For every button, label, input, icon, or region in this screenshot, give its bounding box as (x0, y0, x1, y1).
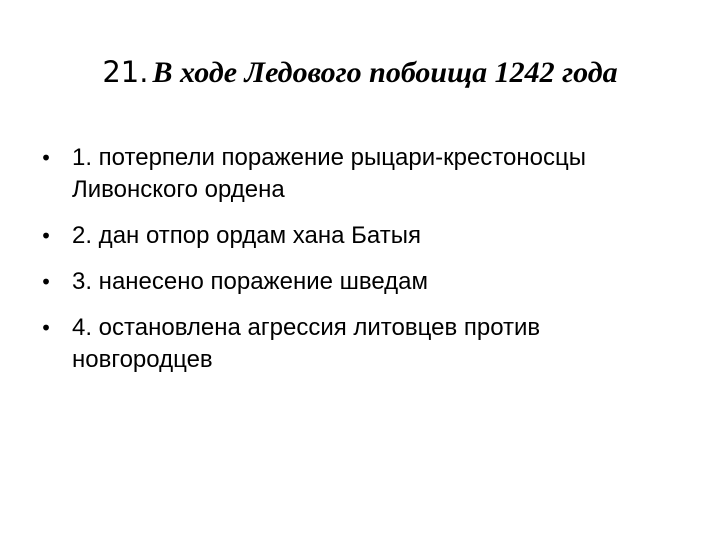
question-text: В ходе Ледового побоища 1242 года (152, 56, 618, 89)
answer-option-2 (36, 220, 686, 252)
bullet-icon: • (40, 224, 52, 248)
answer-options-list (36, 142, 686, 390)
bullet-icon: • (40, 146, 52, 170)
answer-option-text: 1. потерпели поражение рыцари-крестоносцы Ливонского ордена (72, 144, 586, 203)
answer-option-3 (36, 266, 686, 298)
answer-option-1 (36, 142, 686, 206)
answer-option-text: 2. дан отпор ордам хана Батыя (72, 222, 421, 249)
answer-option-text: 4. остановлена агрессия литовцев против новгородцев (72, 314, 541, 373)
slide-title (0, 46, 720, 104)
answer-option-4 (36, 312, 686, 376)
question-number: 21. (102, 55, 149, 89)
bullet-icon: • (40, 316, 52, 340)
bullet-icon: • (40, 270, 52, 294)
answer-option-text: 3. нанесено поражение шведам (72, 268, 429, 295)
